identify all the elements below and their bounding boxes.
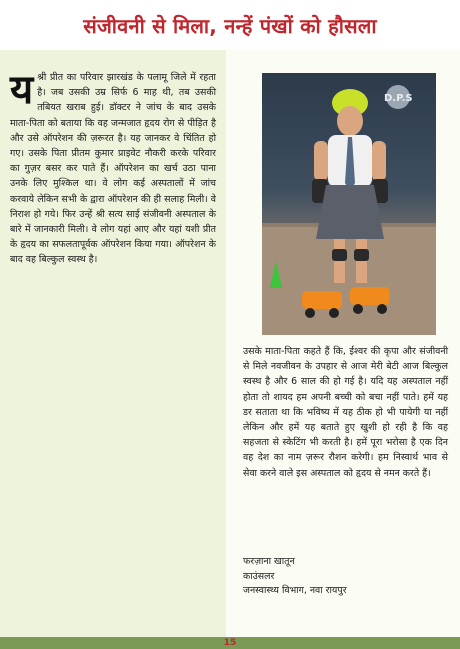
child-photo xyxy=(262,73,436,335)
header xyxy=(0,0,460,50)
footer-bar xyxy=(0,637,460,649)
skirt xyxy=(316,185,384,239)
story-column xyxy=(10,67,216,268)
signature-block xyxy=(243,555,448,599)
parent-quote: उसके माता-पिता कहते हैं कि, ईश्वर की कृपा और संजीवनी से मिले नवजीवन के उपहार से आज मेरी बेटी आज बिल्कुल स्वस्थ है और 6 साल की हो गई है। यदि यह अस्पताल नहीं होता तो शायद हम अपनी बच्ची को बचा नहीं पाते। हमें यह डर सताता था कि भविष्य में यह ठीक हो भी पायेगी या नहीं लेकिन और हमें यह बताते हुए खुशी हो रही है कि वह सहजता से स्केटिंग भी करती है। हमें पूरा भरोसा है एक दिन वह देश का नाम ज़रूर रौशन करेगी। हम निस्वार्थ भाव से सेवा करने वाले इस अस्पताल को हृदय से नमन करते हैं। xyxy=(243,346,448,479)
author-role: काउंसलर xyxy=(243,570,275,582)
photo-illustration xyxy=(262,73,436,335)
author-name: फरज़ाना खातून xyxy=(243,556,295,567)
author-department: जनस्वास्थ्य विभाग, नवा रायपुर xyxy=(243,585,347,597)
story-body: श्री प्रीत का परिवार झारखंड के पलामू जिले में रहता है। जब उसकी उम्र सिर्फ 6 माह थी, तब उसकी तबियत खराब हुई। डॉक्टर ने जांच के बाद उसके माता-पिता को बताया कि वह जन्मजात हृदय रोग से पीड़ित है और उसे ऑपरेशन की ज़रूरत है। यह जानकर वे चिंतित हो गए। उसके पिता प्रीतम कुमार प्राइवेट नौकरी करके परिवार का गुज़र बसर कर पाते हैं। ऑपरेशन का खर्च उठा पाना उनके लिए मुश्किल था। वे लोग कई अस्पतालों में जांच करवाये लेकिन सभी के द्वारा ऑपरेशन की ही सलाह मिली। वे निराश हो गये। फिर उन्हें श्री सत्य साई संजीवनी अस्पताल के बारे में जानकारी मिली। वे लोग यहां आए और यहां यशी प्रीत के हृदय का सफलतापूर्वक ऑपरेशन किया गया। ऑपरेशन के बाद वह बिल्कुल स्वस्थ है। xyxy=(10,72,216,266)
skate-icon xyxy=(302,291,342,309)
drop-cap: य xyxy=(10,67,34,113)
school-badge-text: D.P.S xyxy=(384,93,413,104)
page-title: संजीवनी से मिला, नन्हें पंखों को हौसला xyxy=(83,13,377,38)
quote-column xyxy=(243,344,448,481)
page-number: 15 xyxy=(223,638,237,648)
